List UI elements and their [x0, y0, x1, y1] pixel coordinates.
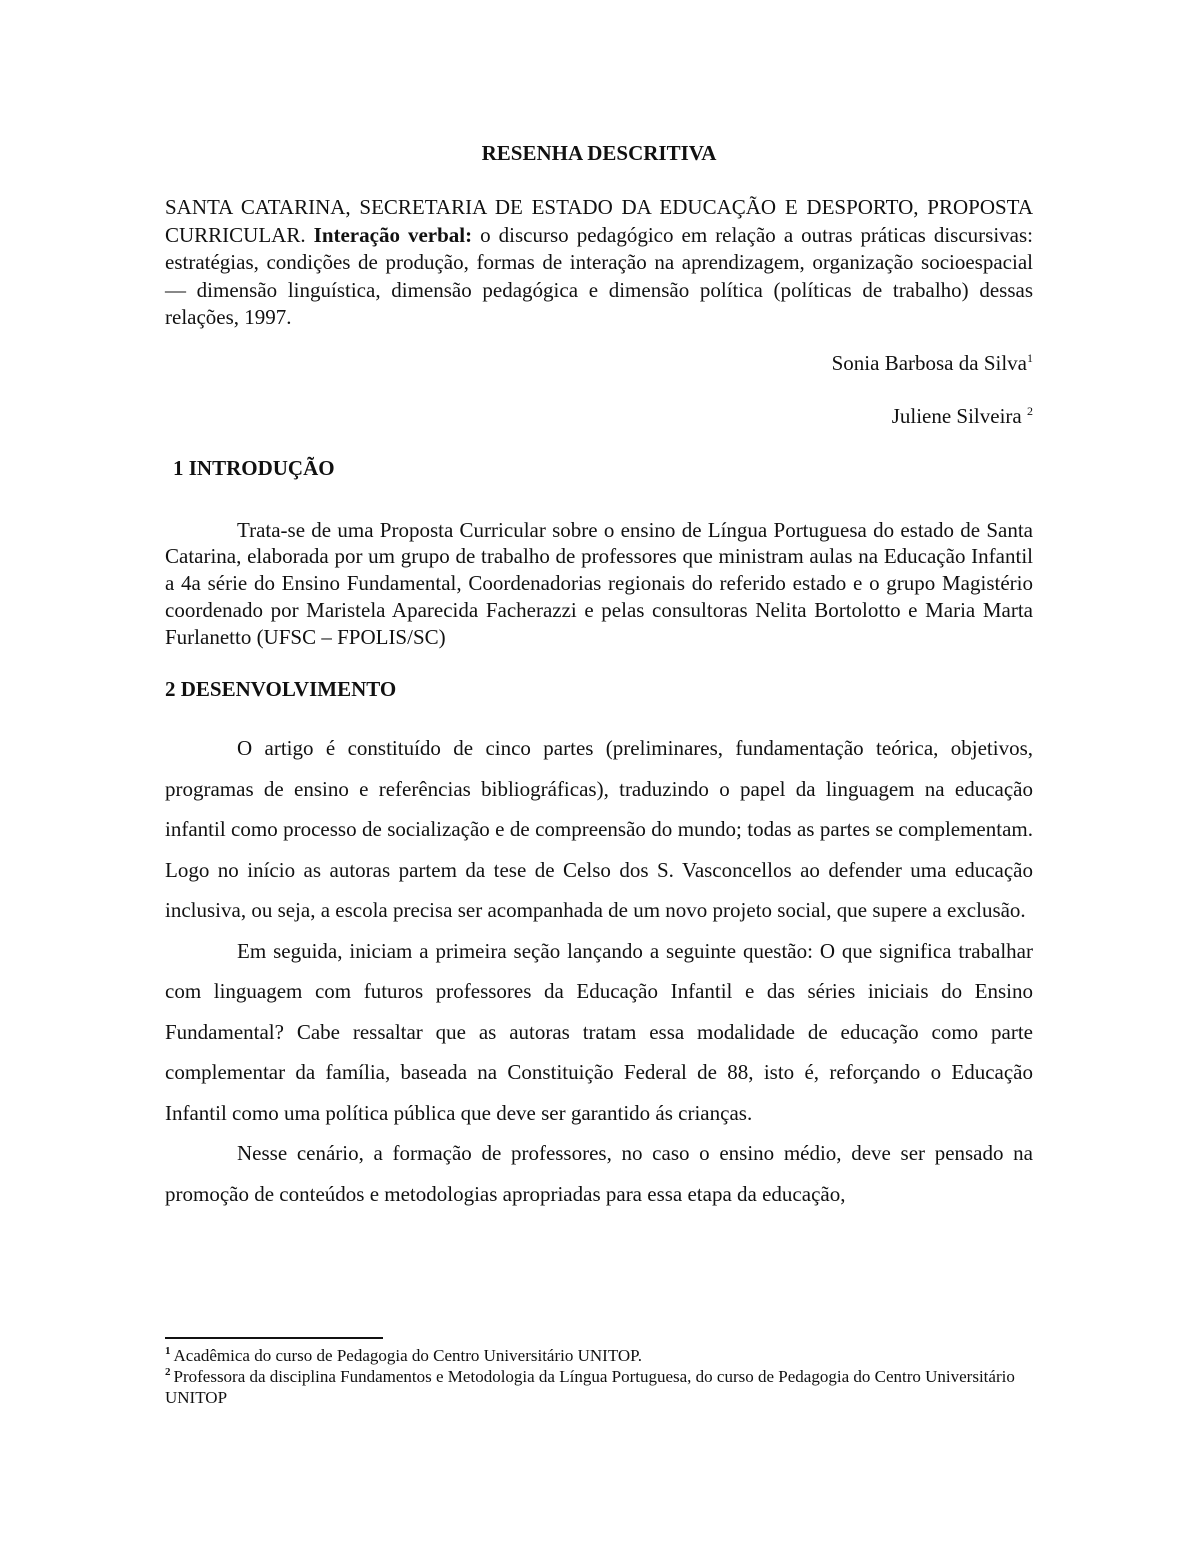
section-heading-introduction: 1 INTRODUÇÃO [173, 455, 335, 480]
footnote-1-text: Acadêmica do curso de Pedagogia do Centro Universitário UNITOP. [173, 1346, 642, 1365]
introduction-paragraph: Trata-se de uma Proposta Curricular sobre o ensino de Língua Portuguesa do estado de Santa Catarina, elaborada por um grupo de trabalho de professores que ministram aulas na Educação Infantil a 4a série do Ensino Fundamental, Coordenadorias regionais do referido estado e o grupo Magistério coordenado por Maristela Aparecida Facherazzi e pelas consultoras Nelita Bortolotto e Maria Marta Furlanetto (UFSC – FPOLIS/SC) [165, 517, 1033, 649]
author-2-footnote-mark: 2 [1027, 403, 1033, 418]
development-paragraph-2: Em seguida, iniciam a primeira seção lançando a seguinte questão: O que significa trabalhar com linguagem com futuros professores da Educação Infantil e das séries iniciais do Ensino Fundamental? Cabe ressaltar que as autoras tratam essa modalidade de educação como parte complementar da família, baseada na Constituição Federal de 88, isto é, reforçando o Educação Infantil como uma política pública que deve ser garantido ás crianças. [165, 938, 1033, 1125]
footnote-1-mark: 1 [165, 1345, 171, 1358]
development-paragraph-3: Nesse cenário, a formação de professores, no caso o ensino médio, deve ser pensado na promoção de conteúdos e metodologias apropriadas para essa etapa da educação, [165, 1141, 1033, 1206]
development-paragraph-1: O artigo é constituído de cinco partes (preliminares, fundamentação teórica, objetivos, programas de ensino e referências bibliográficas), traduzindo o papel da linguagem na educação infantil como processo de socialização e de compreensão do mundo; todas as partes se complementam. Logo no início as autoras partem da tese de Celso dos S. Vasconcellos ao defender uma educação inclusiva, ou seja, a escola precisa ser acompanhada de um novo projeto social, que supere a exclusão. [165, 736, 1033, 923]
footnote-separator [165, 1337, 383, 1339]
section-heading-development: 2 DESENVOLVIMENTO [165, 677, 397, 702]
author-2 [165, 401, 1033, 431]
author-2-name: Juliene Silveira [891, 403, 1027, 428]
reference-part-2: o discurso pedagógico em relação a outras práticas discursivas: estratégias, condições de produção, formas de interação na aprendizagem, organização socioespacial — dimensão linguística, dimensão pedagógica e dimensão política (políticas de trabalho) dessas relações, 1997. [165, 222, 1033, 329]
document-title: RESENHA DESCRITIVA [481, 141, 717, 165]
author-1-name: Sonia Barbosa da Silva [831, 350, 1027, 375]
footnote-2-text: Professora da disciplina Fundamentos e Metodologia da Língua Portuguesa, do curso de Pedagogia do Centro Universitário UNITOP [165, 1367, 1015, 1407]
footnotes [165, 1345, 1033, 1408]
footnote-1 [165, 1345, 1033, 1366]
footnote-2-mark: 2 [165, 1366, 171, 1379]
author-1 [165, 348, 1033, 378]
bibliographic-reference [165, 194, 1033, 332]
reference-part-1: SANTA CATARINA, SECRETARIA DE ESTADO DA EDUCAÇÃO E DESPORTO, PROPOSTA CURRICULAR. [165, 195, 1033, 247]
reference-bold-title: Interação verbal: [313, 222, 473, 247]
author-1-footnote-mark: 1 [1027, 350, 1033, 365]
document-body [165, 138, 1033, 1214]
footnote-2 [165, 1366, 1033, 1408]
